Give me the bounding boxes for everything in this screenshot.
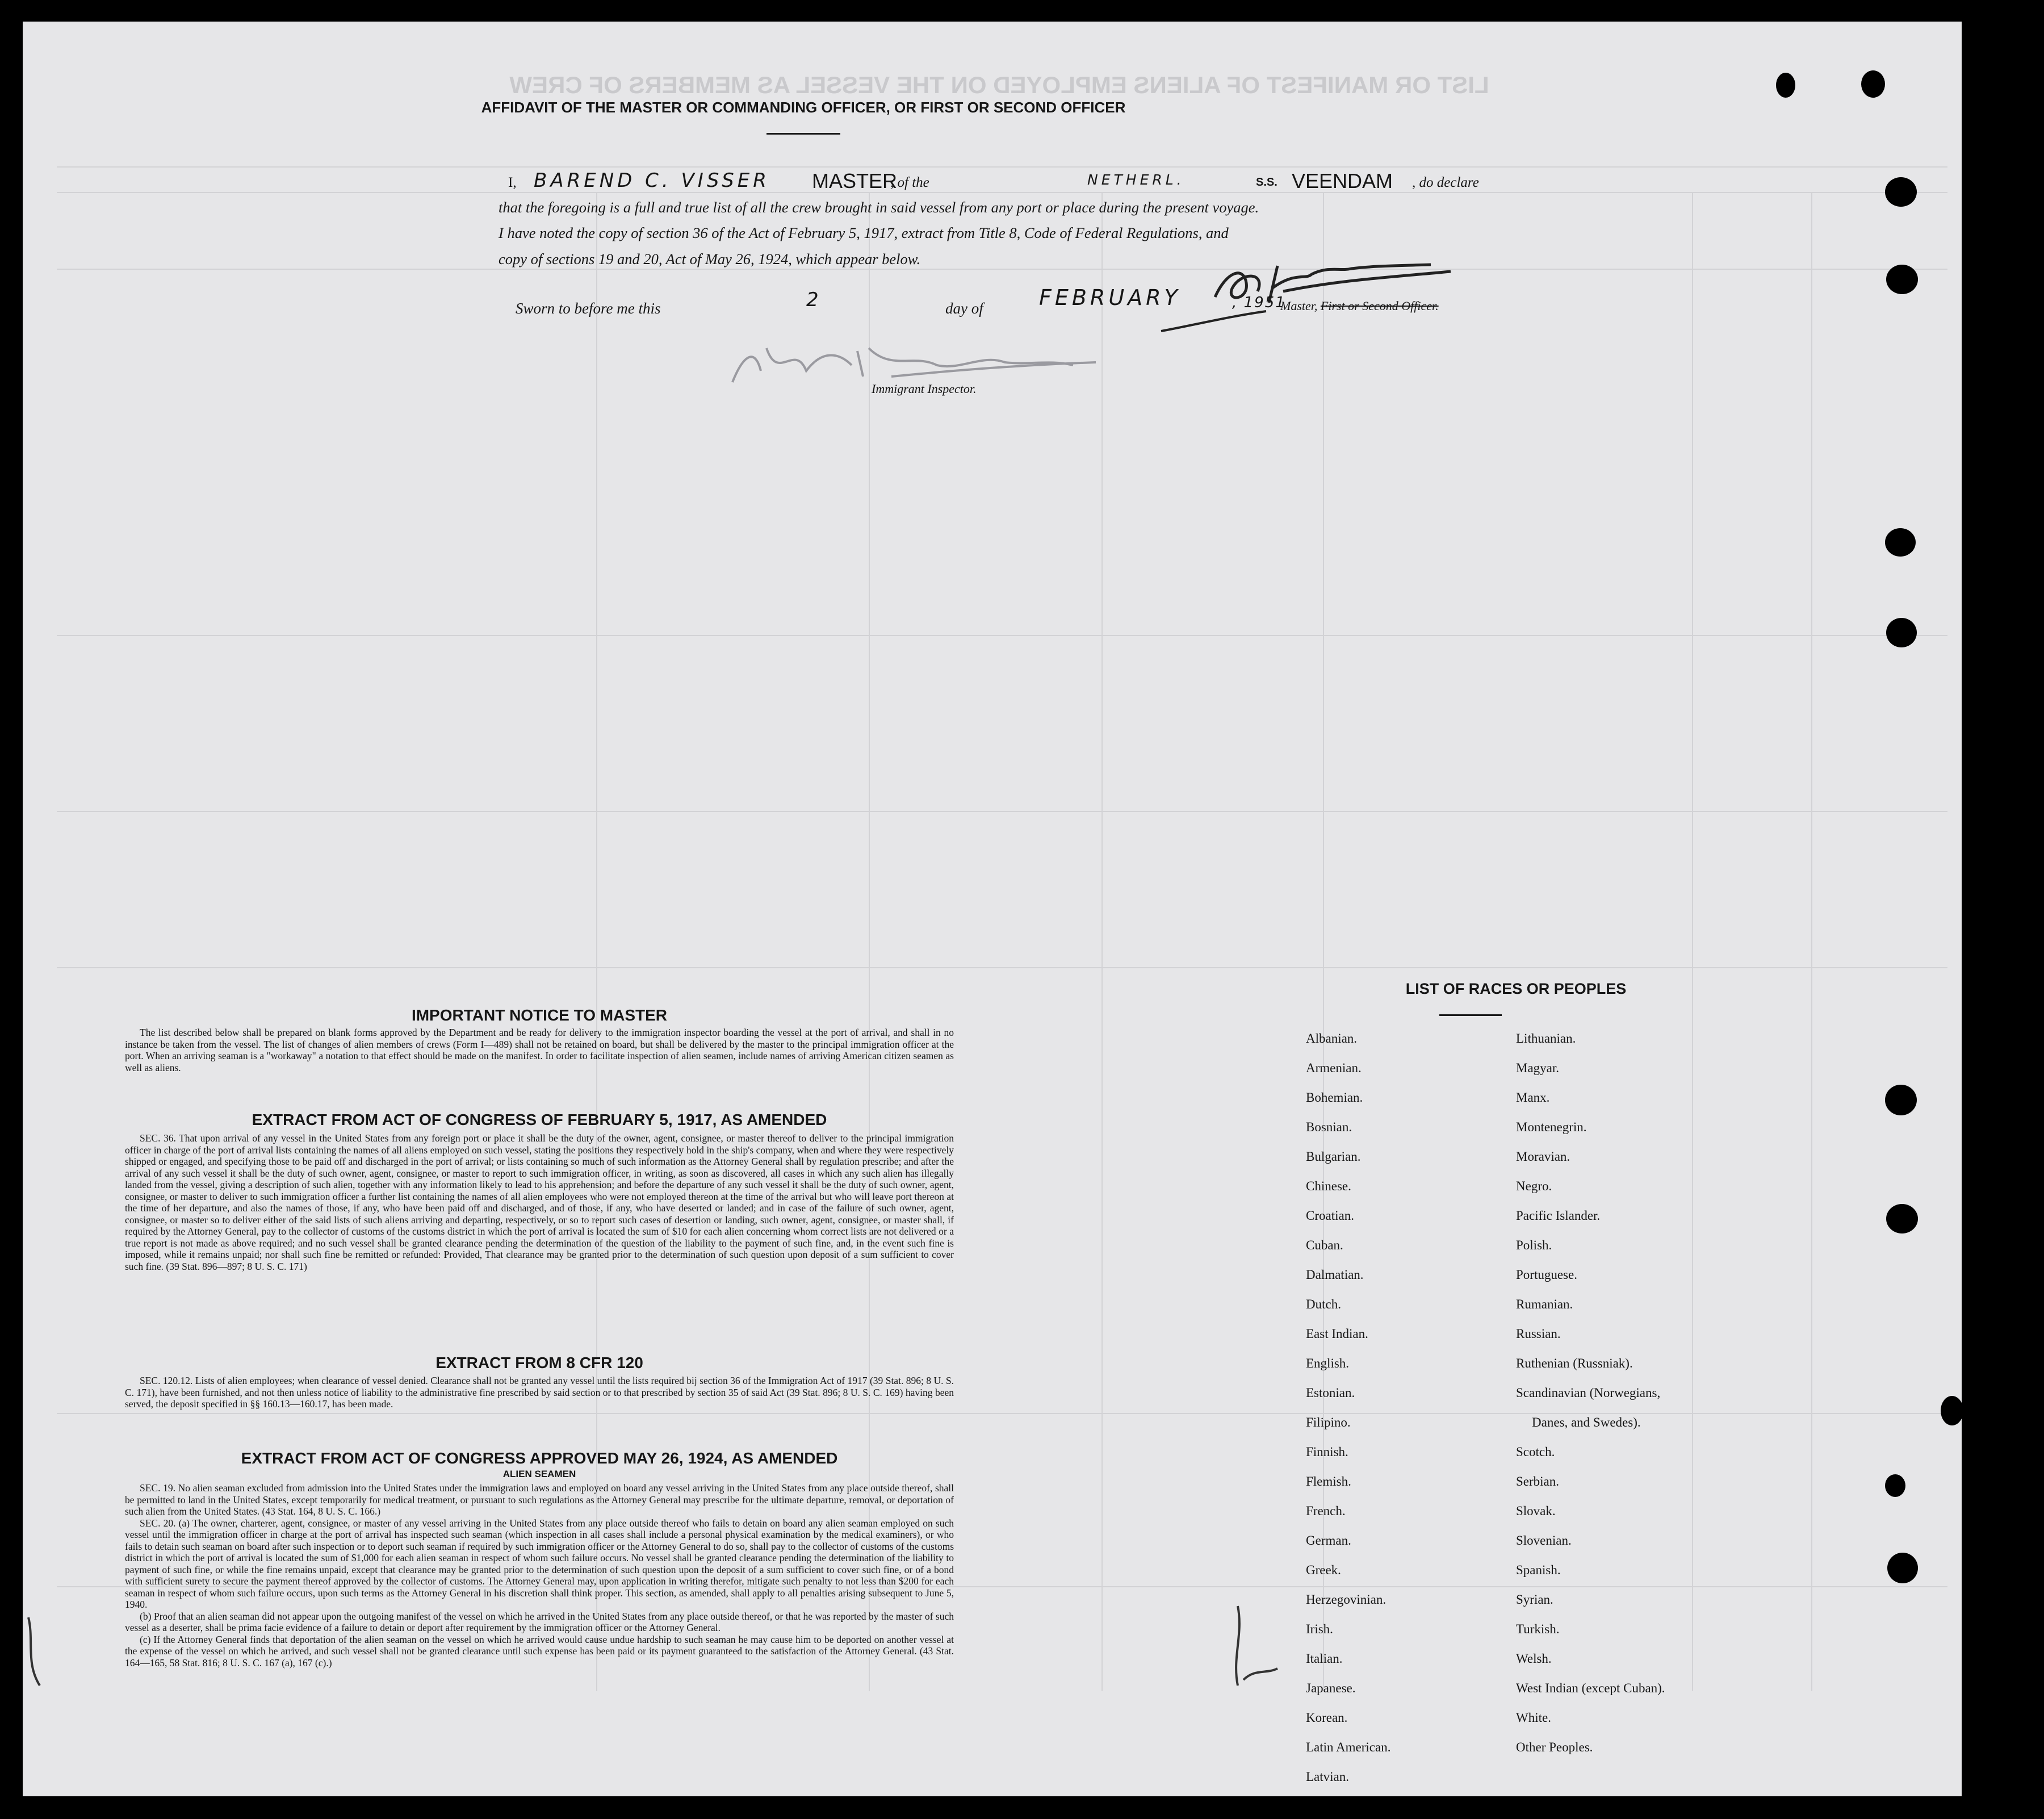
- race-item: Syrian.: [1516, 1592, 1553, 1607]
- sworn-label: Sworn to before me this: [516, 300, 661, 317]
- affidavit-line-1: that the foregoing is a full and true list of all the crew brought in said vessel from any port or place during the present voyage.: [499, 199, 1259, 216]
- race-item: Dalmatian.: [1306, 1268, 1364, 1282]
- races-column-1: [1306, 1031, 1499, 1796]
- race-item: Slovenian.: [1516, 1533, 1572, 1548]
- race-item: English.: [1306, 1356, 1350, 1370]
- race-item: Flemish.: [1306, 1474, 1351, 1488]
- extract-1917-title: EXTRACT FROM ACT OF CONGRESS OF FEBRUARY 5, 1917, AS AMENDED: [252, 1111, 827, 1128]
- races-column-2: [1516, 1031, 1754, 1770]
- race-item: Chinese.: [1306, 1179, 1351, 1193]
- race-item: Latin American.: [1306, 1740, 1391, 1754]
- race-item: Portuguese.: [1516, 1268, 1577, 1282]
- nationality-value: NETHERL.: [1087, 172, 1185, 188]
- race-item: Filipino.: [1306, 1415, 1351, 1429]
- race-item: Croatian.: [1306, 1209, 1354, 1223]
- race-item: Estonian.: [1306, 1386, 1355, 1400]
- race-item: Herzegovinian.: [1306, 1592, 1387, 1607]
- extract-1917-text: SEC. 36. That upon arrival of any vessel in the United States from any foreign port or place it shall be the duty of the owner, agent, consignee, or master thereof to deliver to the principal immigration officer in charge of the port of arrival lists containing the names of all aliens employed on such vessel, stating the positions they respectively hold in the ship's company, when and where they were respectively shipped or engaged, and specifying those to be paid off and discharged in the port of arrival; or lists containing so much of such information as the Attorney General shall by regulation prescribe; and after the arrival of any such vessel it shall be the duty of such owner, agent, consignee, or master to report to such immigration officer, in writing, as soon as discovered, all cases in which any such alien has illegally landed from the vessel, giving a description of such alien, together with any information likely to lead to his apprehension; and before the departure of any such vessel it shall be the duty of such owner, agent, consignee, or master to deliver to such immigration officer a further list containing the names of all alien employees who were not employed thereon at the time of the arrival but who will leave port thereon at the time of her departure, and also the names of those, if any, who have been paid off and discharged, and of those, if any, who have deserted or landed; and in case of the failure of such owner, agent, consignee, or master so to deliver either of the said lists of such aliens arriving and departing, respectively, or so to report such cases of desertion or landing, such owner, agent, consignee, or master shall, if required by the Attorney General, pay to the collector of customs of the customs district in which the port of arrival is located the sum of $10 for each alien concerning whom correct lists are not delivered or a true report is not made as above required; and no such vessel shall be granted clearance pending the determination of the question of the liability to the payment of such fine, and, in the event such fine is imposed, while it remains unpaid; nor shall such fine be remitted or refunded: Provided, That clearance may be granted prior to the determination of such question upon deposit of a sum sufficient to cover such fine. (39 Stat. 896—897; 8 U. S. C. 171): [125, 1132, 954, 1272]
- race-item: White.: [1516, 1711, 1551, 1725]
- race-item: Bosnian.: [1306, 1120, 1352, 1134]
- race-item: Cuban.: [1306, 1238, 1343, 1252]
- race-item: Scotch.: [1516, 1445, 1555, 1459]
- extract-cfr-title: EXTRACT FROM 8 CFR 120: [435, 1354, 643, 1371]
- race-item: Slovak.: [1516, 1504, 1556, 1518]
- inspector-label: Immigrant Inspector.: [872, 382, 977, 396]
- notice-title: IMPORTANT NOTICE TO MASTER: [411, 1006, 668, 1024]
- extract-cfr-text: SEC. 120.12. Lists of alien employees; when clearance of vessel denied. Clearance shall not be granted any vessel until the lists required bij section 36 of the Immigration Act of 1917 (39 Stat. 896; 8 U. S. C. 171), have been furnished, and not then unless notice of liability to the administrative fine prescribed by said section or to that prescribed by section 35 of said Act (39 Stat. 896; 8 U. S. C. 169) having been served, the deposit specified in §§ 160.13—160.17, has been made.: [125, 1375, 954, 1410]
- race-item: East Indian.: [1306, 1327, 1368, 1341]
- race-item: Scandinavian (Norwegians,: [1516, 1386, 1661, 1400]
- reverse-side-header: LIST OR MANIFEST OF ALIENS EMPLOYED ON THE VESSEL AS MEMBERS OF CREW: [509, 72, 1489, 98]
- race-item: Polish.: [1516, 1238, 1552, 1252]
- race-item: Korean.: [1306, 1711, 1348, 1725]
- affidavit-title: AFFIDAVIT OF THE MASTER OR COMMANDING OFFICER, OR FIRST OR SECOND OFFICER: [481, 99, 1126, 116]
- sworn-year: , 1951: [1232, 294, 1286, 311]
- race-item: Bohemian.: [1306, 1090, 1363, 1105]
- race-item: Bulgarian.: [1306, 1149, 1361, 1164]
- race-item: Japanese.: [1306, 1681, 1356, 1695]
- affidavit-line-2: I have noted the copy of section 36 of the Act of February 5, 1917, extract from Title 8, Code of Federal Regulations, and: [499, 224, 1229, 241]
- race-item: Manx.: [1516, 1090, 1550, 1105]
- race-item: Spanish.: [1516, 1563, 1561, 1577]
- master-name: BAREND C. VISSER: [534, 169, 770, 192]
- race-item: Pacific Islander.: [1516, 1209, 1601, 1223]
- day-of-label: day of: [945, 300, 983, 317]
- race-item: Moravian.: [1516, 1149, 1570, 1164]
- race-item: Ruthenian (Russniak).: [1516, 1356, 1633, 1370]
- race-item: Albanian.: [1306, 1031, 1358, 1046]
- race-item: Magyar.: [1516, 1061, 1560, 1075]
- affidavit-declaration: I, BAREND C. VISSER MASTER , of the NETHERL. S.S. VEENDAM , do declare: [508, 169, 1479, 193]
- race-item: Negro.: [1516, 1179, 1552, 1193]
- extract-1924-text: SEC. 19. No alien seaman excluded from admission into the United States under the immigration laws and employed on board any vessel arriving in the United States from any place outside thereof, shall be permitted to land in the United States, except temporarily for medical treatment, or pursuant to such regulations as the Attorney General may prescribe for the ultimate departure, removal, or deportation of such alien from the United States. (43 Stat. 164, 8 U. S. C. 166.) SEC. 20. (a) The owner, charterer, agent, consignee, or master of any vessel arriving in the United States from any place outside thereof who fails to detain on board any alien seaman employed on such vessel until the immigration officer in charge at the port of arrival has inspected such seaman (which inspection in all cases shall include a personal physical examination by the medical examiners), or who fails to detain such seaman on board after such inspection or to deport such seaman if required by such immigration officer or the Attorney General to do so, shall pay to the collector of customs of the customs district in which the port of arrival is located the sum of $1,000 for each alien seaman in respect of whom such failure occurs. No vessel shall be granted clearance pending the determination of the liability to payment of such fine, or while the fine remains unpaid, except that clearance may be granted prior to the determination of such question upon the deposit of a sum sufficient to cover such fine, or of a bond with sufficient surety to secure the payment thereof approved by the collector of customs. The Attorney General may, upon application in writing therefor, mitigate such penalty to not less than $200 for each seaman in respect of whom such failure occurs, upon such terms as the Attorney General in his discretion shall think proper. This section, as amended, shall apply to all penalties arising subsequent to June 5, 1940. (b) Proof that an alien seaman did not appear upon the outgoing manifest of the vessel on which he arrived in the United States from any place outside thereof, or that he was reported by the master of such vessel as a deserter, shall be prima facie evidence of a failure to detain or deport after requirement by the immigration officer or the Attorney General. (c) If the Attorney General finds that deportation of the alien seaman on the vessel on which he arrived would cause undue hardship to such seaman he may cause him to be deported on another vessel at the expense of the vessel on which he arrived, and such vessel shall not be granted clearance until such expense has been paid or its payment guaranteed to the satisfaction of the Attorney General. (43 Stat. 164—165, 58 Stat. 816; 8 U. S. C. 167 (a), 167 (c).): [125, 1482, 954, 1669]
- race-item: Other Peoples.: [1516, 1740, 1593, 1754]
- vessel-name: VEENDAM: [1292, 169, 1393, 193]
- race-item: French.: [1306, 1504, 1346, 1518]
- race-item: Dutch.: [1306, 1297, 1341, 1311]
- race-item: West Indian (except Cuban).: [1516, 1681, 1665, 1695]
- extract-1924-subtitle: ALIEN SEAMEN: [502, 1469, 576, 1479]
- race-item: Italian.: [1306, 1651, 1343, 1666]
- race-item: Rumanian.: [1516, 1297, 1573, 1311]
- manifest-sheet: [23, 22, 1962, 1796]
- race-item: Lithuanian.: [1516, 1031, 1576, 1046]
- margin-mark-left: [23, 1612, 57, 1691]
- race-item: Serbian.: [1516, 1474, 1560, 1488]
- race-item: German.: [1306, 1533, 1351, 1548]
- races-title: LIST OF RACES OR PEOPLES: [1405, 980, 1627, 997]
- race-item: Greek.: [1306, 1563, 1341, 1577]
- extract-1924-title: EXTRACT FROM ACT OF CONGRESS APPROVED MAY 26, 1924, AS AMENDED: [241, 1449, 838, 1467]
- race-item: Armenian.: [1306, 1061, 1362, 1075]
- officer-label: Master, First or Second Officer.: [1280, 299, 1439, 313]
- margin-mark-center: [1221, 1600, 1283, 1691]
- race-item: Welsh.: [1516, 1651, 1552, 1666]
- race-item: Finnish.: [1306, 1445, 1348, 1459]
- race-item: Danes, and Swedes).: [1532, 1415, 1641, 1429]
- affidavit-line-3: copy of sections 19 and 20, Act of May 26, 1924, which appear below.: [499, 250, 921, 267]
- race-item: Turkish.: [1516, 1622, 1560, 1636]
- rank-label: MASTER: [812, 169, 898, 193]
- sworn-month: FEBRUARY: [1039, 285, 1181, 310]
- race-item: Irish.: [1306, 1622, 1333, 1636]
- race-item: Latvian.: [1306, 1770, 1349, 1784]
- sworn-day: 2: [806, 288, 822, 311]
- race-item: Russian.: [1516, 1327, 1561, 1341]
- race-item: Montenegrin.: [1516, 1120, 1587, 1134]
- notice-text: The list described below shall be prepared on blank forms approved by the Department and be ready for delivery to the immigration inspector boarding the vessel at the port of arrival, and shall in no instance be taken from the vessel. The list of changes of alien members of crews (Form I—489) shall not be retained on board, but shall be delivered by the master to the principal immigration officer at the port. When an arriving seaman is a "workaway" a notation to that effect should be made on the manifest. In order to facilitate inspection of alien seamen, include names of arriving American citizen seamen as well as aliens.: [125, 1027, 954, 1073]
